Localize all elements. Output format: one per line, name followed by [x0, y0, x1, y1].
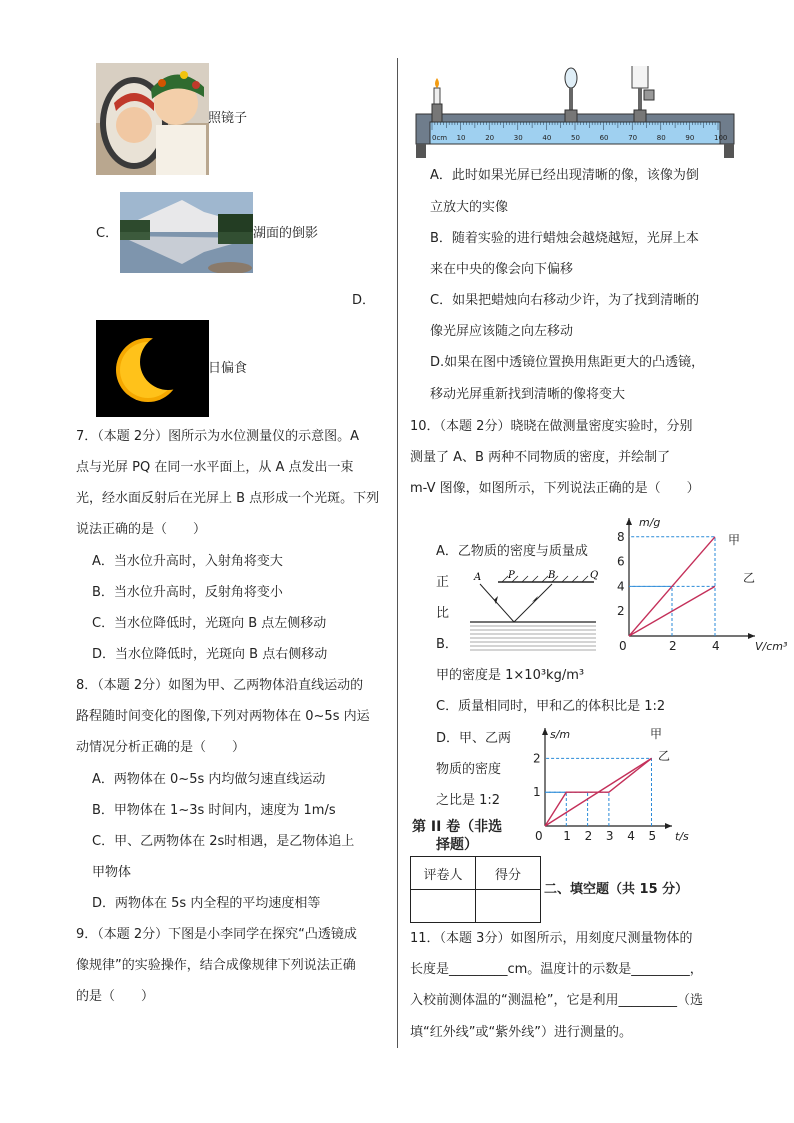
lake-photo	[120, 192, 253, 273]
q7-line-1: 7．（本题 2分）图所示为水位测量仪的示意图。A	[76, 429, 360, 444]
point-p-label: P	[508, 570, 515, 581]
q8-line-3: 动情况分析正确的是（ ）	[76, 740, 246, 755]
q7-option-d: D．当水位降低时，光斑向 B 点右侧移动	[92, 647, 328, 662]
q8-line-2: 路程随时间变化的图像,下列对两物体在 0~5s 内运	[76, 709, 370, 724]
q11-line-1: 11．（本题 3分）如图所示，用刻度尺测量物体的	[410, 931, 693, 946]
bench-label: 60	[599, 134, 609, 142]
column-divider	[397, 58, 398, 1048]
y-tick-label: 2	[533, 751, 541, 766]
q10-option-b: 甲的密度是 1×10³kg/m³	[436, 668, 585, 683]
mass-volume-chart	[605, 510, 794, 655]
q10-option-d-1: D．甲、乙两	[436, 731, 512, 746]
point-b-label: B	[548, 570, 556, 581]
q10-option-d-3: 之比是 1:2	[436, 793, 501, 808]
q7-line-2: 点与光屏 PQ 在同一水平面上，从 A 点发出一束	[76, 460, 354, 475]
q9-line-1: 9．（本题 2分）下图是小李同学在探究“凸透镜成	[76, 927, 357, 942]
x-tick-label: 4	[627, 829, 635, 843]
distance-time-chart	[520, 722, 705, 847]
q10-line-1: 10．（本题 2分）晓晓在做测量密度实验时，分别	[410, 419, 693, 434]
y-axis-label: m/g	[639, 516, 661, 529]
q8-option-c: C．甲、乙两物体在 2s时相遇，是乙物体追上	[92, 834, 355, 849]
series-label: 乙	[743, 571, 756, 585]
q10-option-b-letter: B．	[436, 637, 458, 652]
q11-line-2: 长度是_________cm。温度计的示数是_________，	[410, 962, 703, 977]
bench-label: 50	[571, 134, 580, 142]
grader-cell[interactable]	[411, 890, 476, 923]
fill-blank-heading: 二、填空题（共 15 分）	[544, 882, 689, 897]
q11-line-4: 填“红外线”或“紫外线”）进行测量的。	[410, 1025, 632, 1040]
q9-option-a-1: A．此时如果光屏已经出现清晰的像，该像为倒	[430, 168, 699, 183]
q10-option-c: C．质量相同时，甲和乙的体积比是 1:2	[436, 699, 666, 714]
bench-label: 80	[656, 134, 666, 142]
y-axis-arrow	[626, 518, 632, 525]
q9-option-d-2: 移动光屏重新找到清晰的像将变大	[430, 387, 626, 402]
lake-caption: 湖面的倒影	[253, 226, 319, 241]
q8-option-a: A．两物体在 0~5s 内均做匀速直线运动	[92, 772, 326, 787]
q7-option-b: B．当水位升高时，反射角将变小	[92, 585, 283, 600]
q10-line-2: 测量了 A、B 两种不同物质的密度，并绘制了	[410, 450, 671, 465]
q8-line-1: 8．（本题 2分）如图为甲、乙两物体沿直线运动的	[76, 678, 364, 693]
grader-table	[410, 856, 541, 923]
q9-option-b-1: B．随着实验的进行蜡烛会越烧越短，光屏上本	[430, 231, 699, 246]
x-axis-arrow	[748, 633, 755, 639]
y-tick-label: 6	[617, 554, 625, 569]
bench-label: 10	[456, 134, 466, 142]
q9-option-c-1: C．如果把蜡烛向右移动少许，为了找到清晰的	[430, 293, 700, 308]
x-tick-label: 3	[605, 829, 614, 843]
grader-label: 评卷人	[411, 857, 476, 890]
q10-option-d-2: 物质的密度	[436, 762, 502, 777]
y-axis-arrow	[542, 728, 548, 735]
bench-label: 90	[685, 134, 695, 142]
y-axis-label: s/m	[550, 728, 571, 741]
q10-option-a-3: 比	[436, 606, 450, 621]
option-d-letter: D．	[352, 293, 376, 308]
q9-option-d-1: D.如果在图中透镜位置换用焦距更大的凸透镜，	[430, 355, 705, 370]
series-label: 乙	[658, 749, 671, 763]
y-tick-label: 8	[617, 529, 625, 544]
x-axis-label: V/cm³	[755, 640, 788, 653]
x-tick-label: 2	[584, 829, 593, 843]
q7-option-a: A．当水位升高时，入射角将变大	[92, 554, 283, 569]
water-level-diagram	[466, 568, 600, 658]
bench-label: 100	[714, 134, 728, 142]
guide-line	[545, 792, 609, 826]
mirror-photo	[96, 63, 209, 175]
x-tick-label: 1	[563, 829, 571, 843]
q8-option-b: B．甲物体在 1~3s 时间内，速度为 1m/s	[92, 803, 336, 818]
section-title-2: 择题）	[436, 837, 478, 853]
x-tick-label: 0	[535, 829, 543, 843]
point-q-label: Q	[590, 570, 599, 581]
q10-line-3: m-V 图像，如图所示，下列说法正确的是（ ）	[410, 481, 700, 496]
x-tick-label: 4	[712, 639, 720, 653]
q7-line-3: 光，经水面反射后在光屏上 B 点形成一个光斑。下列	[76, 491, 380, 506]
q9-line-3: 的是（ ）	[76, 989, 155, 1004]
q9-option-c-2: 像光屏应该随之向左移动	[430, 324, 574, 339]
q7-line-4: 说法正确的是（ ）	[76, 522, 207, 537]
section-title-1: 第 II 卷（非选	[412, 819, 503, 835]
series-label: 甲	[728, 533, 741, 547]
bench-label: 70	[628, 134, 638, 142]
score-label: 得分	[476, 857, 541, 890]
bench-label: 20	[485, 134, 495, 142]
x-tick-label: 2	[669, 639, 677, 653]
x-tick-label: 5	[648, 829, 657, 843]
x-tick-label: 0	[619, 639, 627, 653]
q11-line-3: 入校前测体温的“测温枪”，它是利用_________（选	[410, 993, 703, 1008]
q7-option-c: C．当水位降低时，光斑向 B 点左侧移动	[92, 616, 327, 631]
eclipse-caption: 日偏食	[208, 361, 248, 376]
q8-option-c-cont: 甲物体	[92, 865, 132, 880]
bench-label: 30	[513, 134, 523, 142]
bench-scale-labels	[410, 66, 740, 162]
x-axis-label: t/s	[675, 830, 689, 843]
bench-label: 40	[542, 134, 552, 142]
q9-option-a-2: 立放大的实像	[430, 200, 509, 215]
option-c-letter: C．	[96, 226, 119, 241]
q8-option-d: D．两物体在 5s 内全程的平均速度相等	[92, 896, 321, 911]
series-label: 甲	[650, 727, 663, 741]
y-tick-label: 4	[617, 579, 625, 594]
mirror-caption: 照镜子	[208, 111, 248, 126]
y-tick-label: 2	[617, 604, 625, 619]
q10-option-a-2: 正	[436, 575, 450, 590]
q9-line-2: 像规律”的实验操作，结合成像规律下列说法正确	[76, 958, 356, 973]
y-tick-label: 1	[533, 785, 541, 800]
q9-option-b-2: 来在中央的像会向下偏移	[430, 262, 574, 277]
score-cell[interactable]	[476, 890, 541, 923]
bench-label: 0cm	[432, 134, 448, 142]
x-axis-arrow	[665, 823, 672, 829]
eclipse-photo	[96, 320, 209, 417]
q10-option-a-1: A．乙物质的密度与质量成	[436, 544, 588, 559]
point-a-label: A	[474, 572, 482, 583]
